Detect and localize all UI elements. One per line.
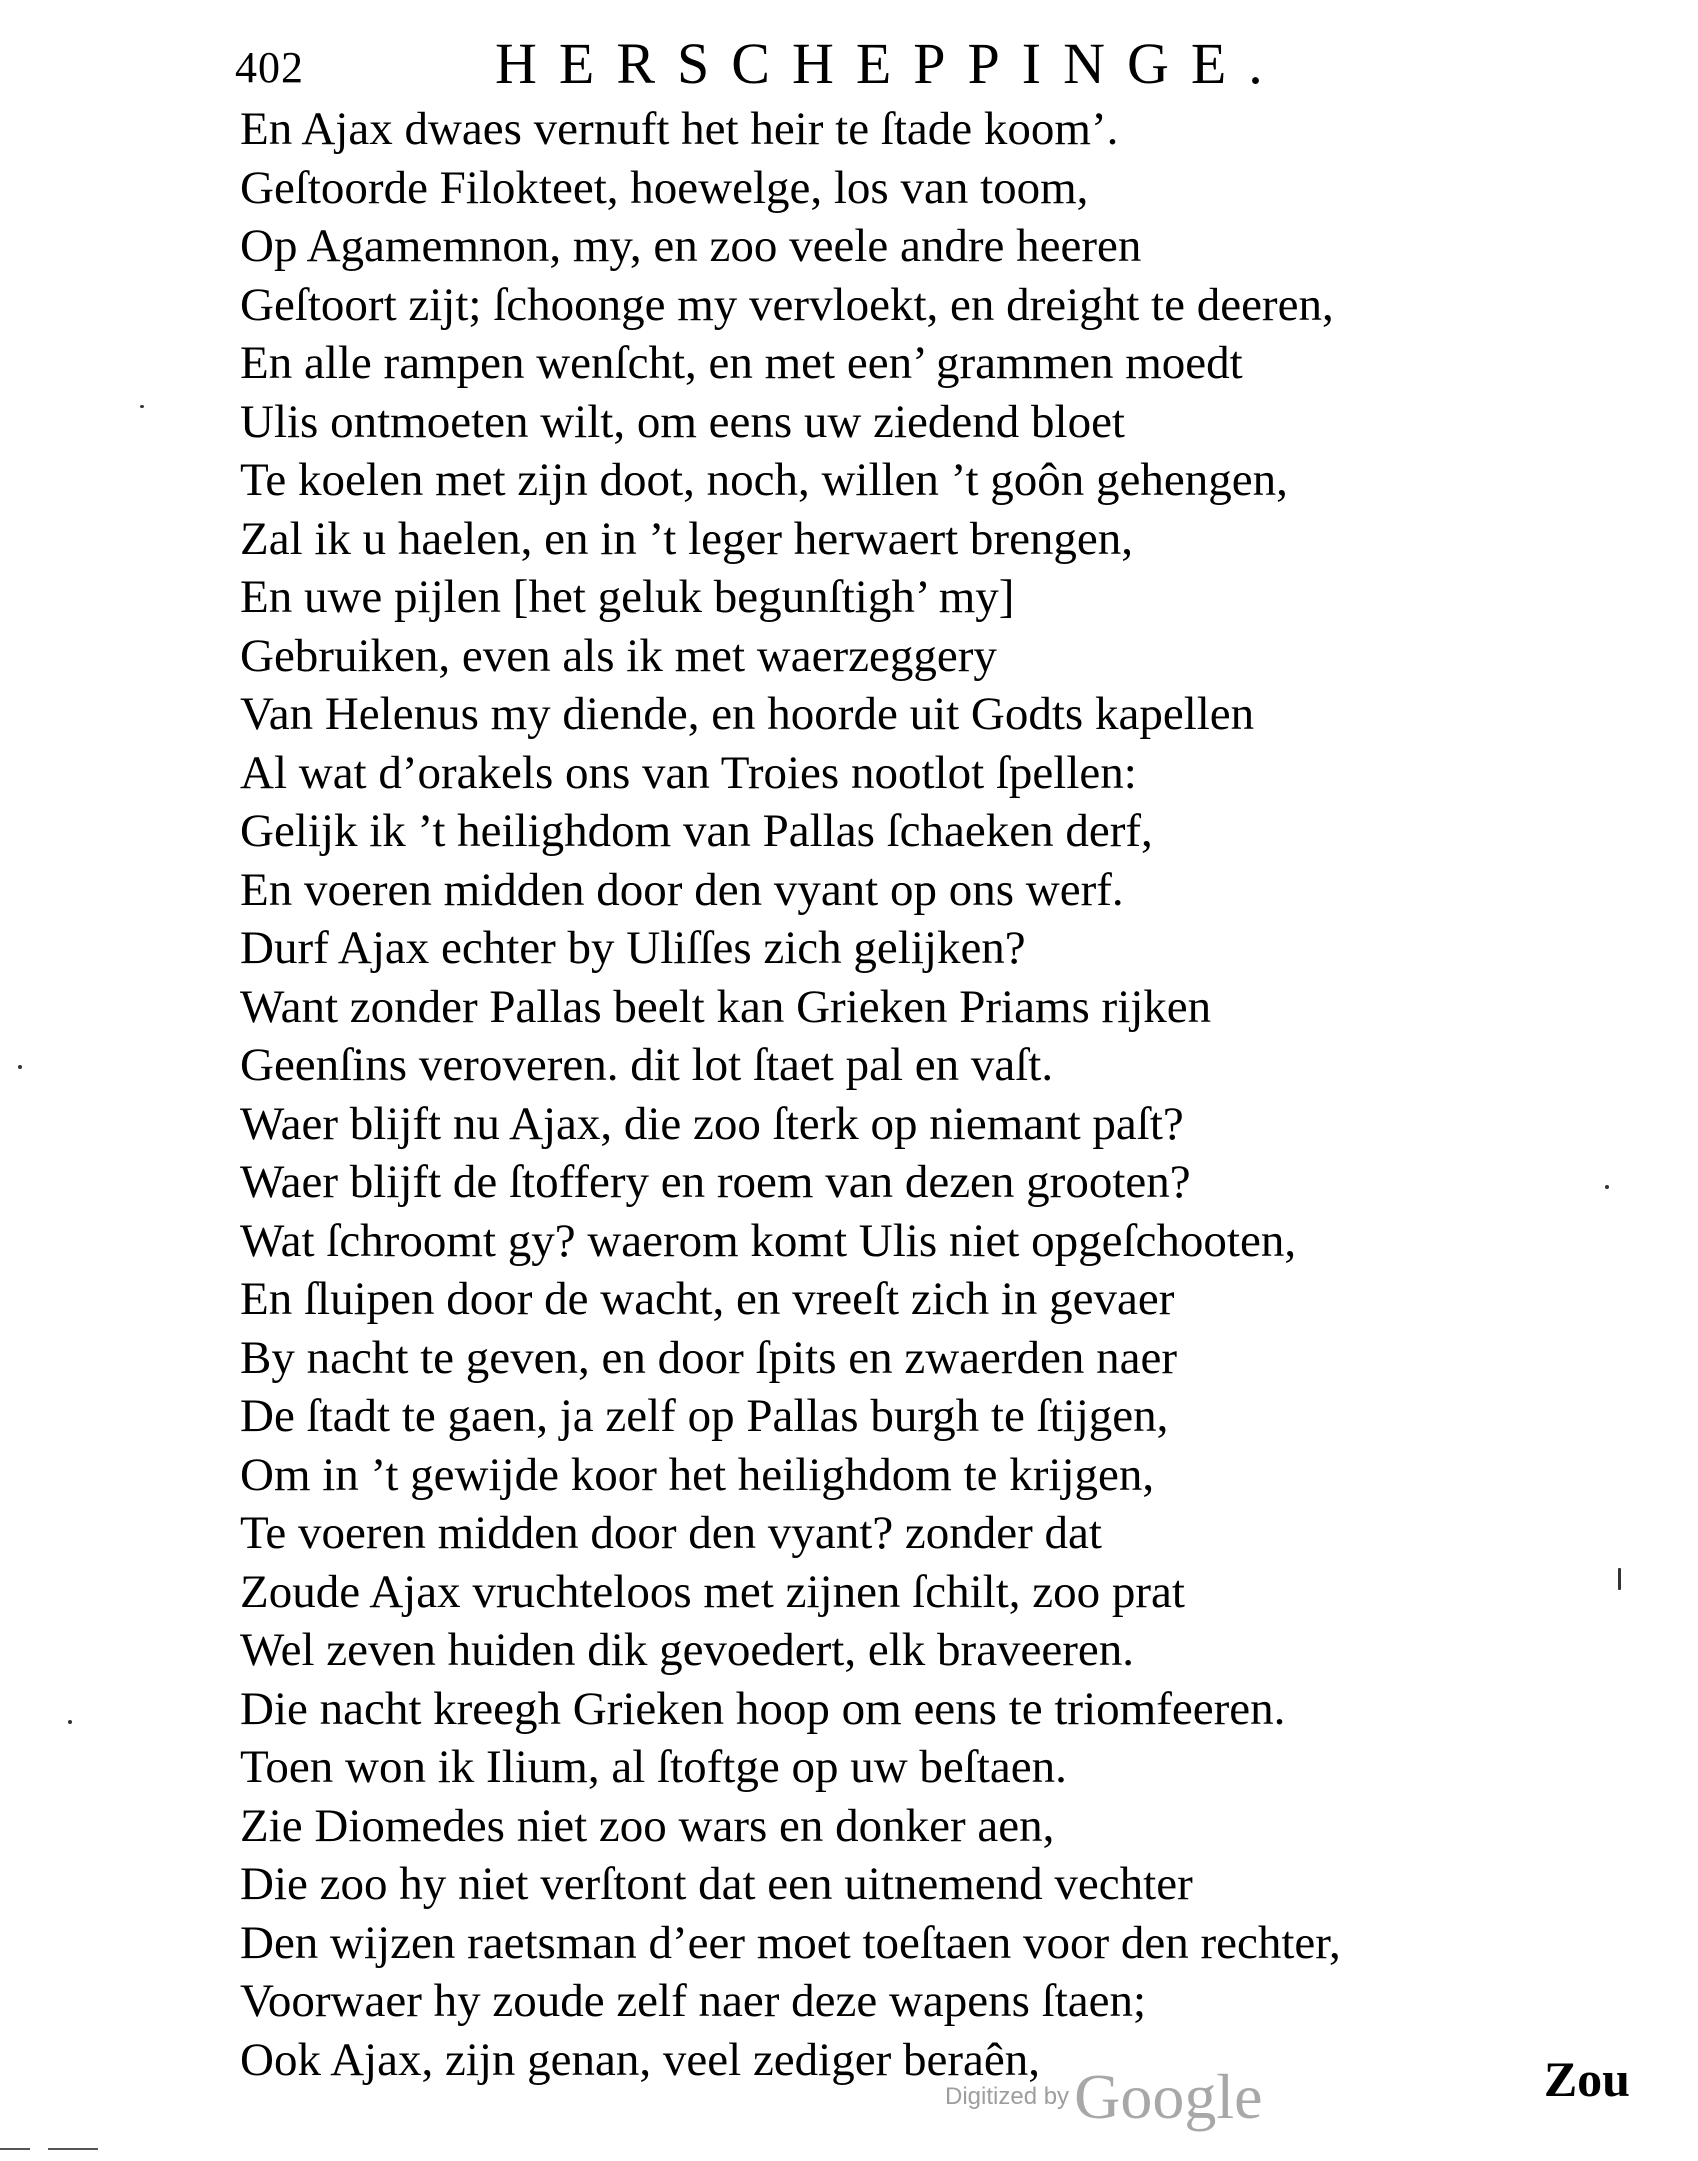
verse-line: Zoude Ajax vruchteloos met zijnen ſchilt, zoo prat <box>240 1565 1185 1618</box>
page-number: 402 <box>235 43 304 92</box>
margin-speck <box>68 1720 72 1724</box>
verse-line: En ſluipen door de wacht, en vreeſt zich in gevaer <box>240 1273 1175 1325</box>
verse-line: En Ajax dwaes vernuft het heir te ſtade koom’. <box>240 103 1119 155</box>
catchword: Zou <box>1543 2051 1630 2107</box>
margin-speck <box>1605 1185 1609 1189</box>
verse-line: Wat ſchroomt gy? waerom komt Ulis niet opgeſchooten, <box>240 1214 1297 1267</box>
verse-line: Ook Ajax, zijn genan, veel zediger beraên, <box>240 2033 1040 2086</box>
running-title: HERSCHEPPINGE. <box>495 31 1285 96</box>
verse-line: Geenſins veroveren. dit lot ſtaet pal en vaſt. <box>240 1039 1054 1091</box>
verse-text <box>240 100 1640 2089</box>
margin-speck <box>1618 1568 1621 1590</box>
verse-line: Op Agamemnon, my, en zoo veele andre heeren <box>240 220 1142 272</box>
verse-line: Waer blijft de ſtoffery en roem van dezen grooten? <box>240 1156 1191 1208</box>
digitized-watermark <box>945 2060 1263 2134</box>
verse-line: En uwe pijlen [het geluk begunſtigh’ my] <box>240 571 1015 623</box>
verse-line: Zal ik u haelen, en in ’t leger herwaert brengen, <box>240 512 1134 565</box>
verse-line: By nacht te geven, en door ſpits en zwaerden naer <box>240 1331 1178 1384</box>
verse-line: Die nacht kreegh Grieken hoop om eens te triomfeeren. <box>240 1682 1286 1735</box>
margin-speck <box>48 2148 98 2150</box>
verse-line: Den wijzen raetsman d’eer moet toeſtaen voor den rechter, <box>240 1916 1341 1969</box>
margin-speck <box>18 1065 22 1069</box>
margin-speck <box>140 405 144 408</box>
verse-line: Gebruiken, even als ik met waerzeggery <box>240 629 997 682</box>
verse-line: En voeren midden door den vyant op ons werf. <box>240 863 1124 916</box>
verse-line: De ſtadt te gaen, ja zelf op Pallas burgh te ſtijgen, <box>240 1390 1169 1442</box>
verse-line: Zie Diomedes niet zoo wars en donker aen, <box>240 1799 1055 1852</box>
verse-line: Want zonder Pallas beelt kan Grieken Priams rijken <box>240 980 1212 1033</box>
verse-line: Om in ’t gewijde koor het heilighdom te krijgen, <box>240 1448 1155 1501</box>
verse-line: Te voeren midden door den vyant? zonder dat <box>240 1507 1102 1559</box>
verse-line: Waer blijft nu Ajax, die zoo ſterk op niemant paſt? <box>240 1097 1184 1150</box>
verse-line: Al wat d’orakels ons van Troies nootlot ſpellen: <box>240 746 1137 799</box>
verse-line: Durf Ajax echter by Uliſſes zich gelijken? <box>240 922 1026 974</box>
verse-line: Voorwaer hy zoude zelf naer deze wapens ſtaen; <box>240 1975 1147 2027</box>
verse-line: Wel zeven huiden dik gevoedert, elk braveeren. <box>240 1624 1135 1676</box>
verse-line: Geſtoorde Filokteet, hoewelge, los van toom, <box>240 161 1089 214</box>
verse-line: Gelijk ik ’t heilighdom van Pallas ſchaeken derf, <box>240 805 1153 857</box>
verse-line: Te koelen met zijn doot, noch, willen ’t goôn gehengen, <box>240 454 1288 506</box>
watermark-prefix: Digitized by <box>945 2083 1070 2110</box>
verse-line: Toen won ik Ilium, al ſtoftge op uw beſtaen. <box>240 1741 1067 1793</box>
page-header <box>235 30 1635 100</box>
verse-line: Geſtoort zijt; ſchoonge my vervloekt, en dreight te deeren, <box>240 278 1334 331</box>
margin-speck <box>0 2148 30 2150</box>
verse-line: Ulis ontmoeten wilt, om eens uw ziedend bloet <box>240 395 1125 448</box>
watermark-brand: Google <box>1074 2061 1263 2132</box>
verse-line: En alle rampen wenſcht, en met een’ grammen moedt <box>240 337 1243 389</box>
verse-line: Van Helenus my diende, en hoorde uit Godts kapellen <box>240 688 1255 740</box>
verse-line: Die zoo hy niet verſtont dat een uitnemend vechter <box>240 1858 1193 1910</box>
